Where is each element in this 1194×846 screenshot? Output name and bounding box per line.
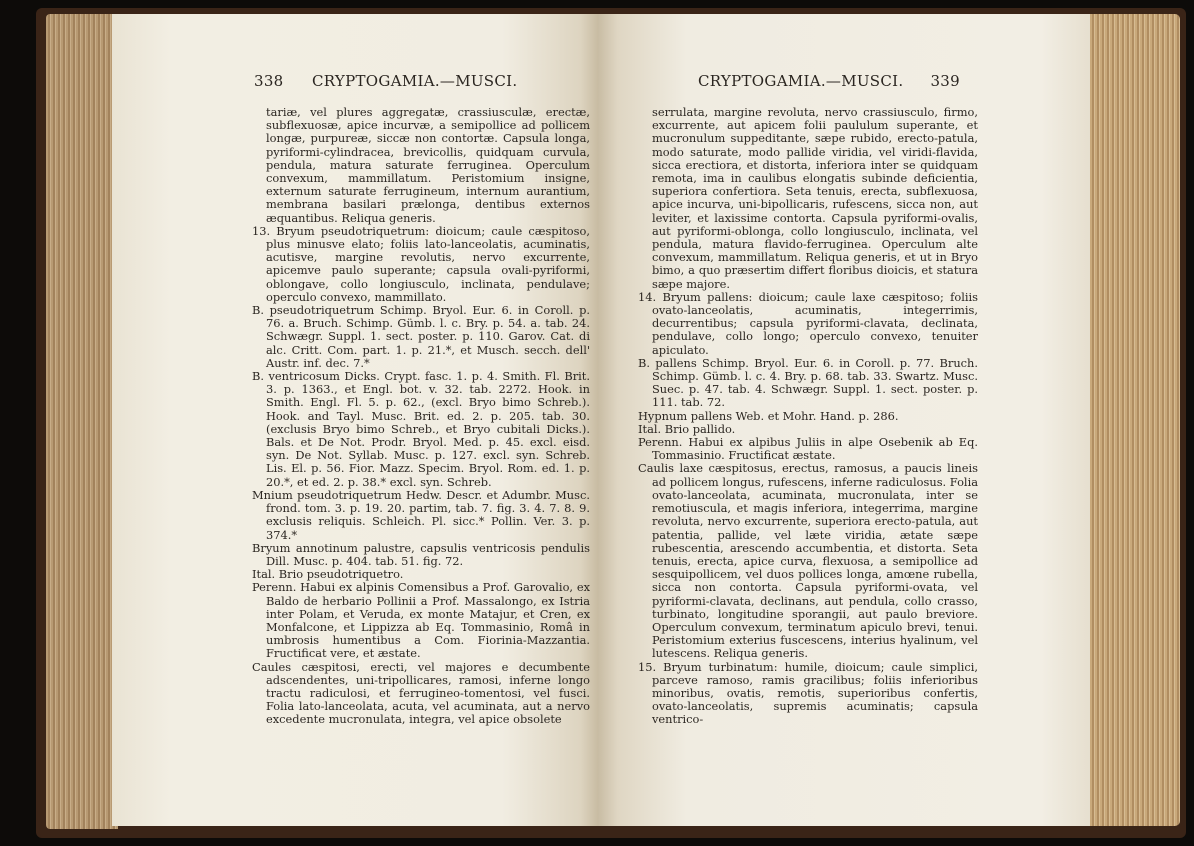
- paragraph: B. pseudotriquetrum Schimp. Bryol. Eur. 6. in Coroll. p. 76. a. Bruch. Schimp. Gümb. l. c. Bry. p. 54. a. tab. 24. Schwægr. Suppl. 1. sect. poster. p. 110. Garov. Cat. di alc. Critt. Com. part. 1. p. 21.*, et Musch. secch. dell' Austr. inf. dec. 7.*: [252, 303, 590, 370]
- paragraph: Perenn. Habui ex alpibus Juliis in alpe Osebenik ab Eq. Tommasinio. Fructificat æstate.: [638, 435, 978, 463]
- paragraph: 13. Bryum pseudotriquetrum: dioicum; caule cæspitoso, plus minusve elato; foliis lato-lanceolatis, acuminatis, acutisve, margine revolutis, nervo excurrente, apicemve paulo superante; capsula ovali-pyriformi, oblongave, collo longiusculo, inclinata, pendulave; operculo convexo, mammillato.: [252, 223, 590, 304]
- left-page-number: 338: [254, 72, 284, 90]
- left-running-title: CRYPTOGAMIA.—MUSCI.: [312, 72, 518, 90]
- paragraph: B. ventricosum Dicks. Crypt. fasc. 1. p. 4. Smith. Fl. Brit. 3. p. 1363., et Engl. bot. v. 32. tab. 2272. Hook. in Smith. Engl. Fl. 5. p. 62., (excl. Bryo bimo Schreb.). Hook. and Tayl. Musc. Brit. ed. 2. p. 205. tab. 30. (exclusis Bryo bimo Schreb., et Bryo cubitali Dicks.). Bals. et De Not. Prodr. Bryol. Med. p. 45. excl. eisd. syn. De Not. Syllab. Musc. p. 127. excl. syn. Schreb. Lis. El. p. 56. Fior. Mazz. Specim. Bryol. Rom. ed. 1. p. 20.*, et ed. 2. p. 38.* excl. syn. Schreb.: [252, 369, 590, 489]
- left-page: [112, 14, 600, 826]
- paragraph: Caules cæspitosi, erecti, vel majores e decumbente adscendentes, uni-tripollicares, ramosi, inferne longo tractu radiculosi, et ferrugineo-tomentosi, vel fusci. Folia lato-lanceolata, acuta, vel acuminata, aut a nervo excedente mucronulata, integra, vel apice obsolete: [252, 659, 590, 727]
- right-running-title: CRYPTOGAMIA.—MUSCI.: [698, 72, 904, 90]
- paragraph: serrulata, margine revoluta, nervo crassiusculo, firmo, excurrente, aut apicem folii paululum superante, et mucronulum suppeditante, sæpe rubido, erecto-patula, modo saturate, modo pallide viridia, vel viridi-flavida, sicca erectiora, et distorta, inferiora inter se quidquam remota, ima in caulibus elongatis subinde deficientia, superiora confertiora. Seta tenuis, erecta, subflexuosa, apice incurva, uni-bipollicaris, rufescens, sicca non, aut leviter, et laxissime contorta. Capsula pyriformi-ovalis, aut pyriformi-oblonga, collo longiusculo, inclinata, vel pendula, matura flavido-ferruginea. Operculum alte convexum, mammillatum. Reliqua generis, et ut in Bryo bimo, a quo præsertim differt floribus dioicis, et statura sæpe majore.: [652, 105, 978, 291]
- left-running-head: [254, 72, 570, 98]
- paragraph: tariæ, vel plures aggregatæ, crassiusculæ, erectæ, subflexuosæ, apice incurvæ, a semipollice ad pollicem longæ, purpureæ, siccæ non contortæ. Capsula longa, pyriformi-cylindracea, brevicollis, quidquam curvula, pendula, matura saturate ferruginea. Operculum convexum, mammillatum. Peristomium insigne, externum saturate ferrugineum, internum aurantium, membrana basilari prælonga, dentibus externos æquantibus. Reliqua generis.: [266, 105, 590, 225]
- paragraph: Ital. Brio pallido.: [638, 421, 736, 436]
- paragraph: Hypnum pallens Web. et Mohr. Hand. p. 286.: [638, 408, 899, 423]
- paragraph: Bryum annotinum palustre, capsulis ventricosis pendulis Dill. Musc. p. 404. tab. 51. fig. 72.: [252, 540, 590, 568]
- paragraph: B. pallens Schimp. Bryol. Eur. 6. in Coroll. p. 77. Bruch. Schimp. Gümb. l. c. 4. Bry. p. 68. tab. 33. Swartz. Musc. Suec. p. 47. tab. 4. Schwægr. Suppl. 1. sect. poster. p. 111. tab. 72.: [638, 355, 978, 410]
- left-page-edges: [46, 14, 118, 829]
- right-page-text: [638, 106, 978, 727]
- paragraph: 14. Bryum pallens: dioicum; caule laxe cæspitoso; foliis ovato-lanceolatis, acuminatis, integerrimis, decurrentibus; capsula pyriformi-clavata, declinata, pendulave, collo longo; operculo convexo, tenuiter apiculato.: [638, 289, 978, 357]
- right-page-edges: [1090, 14, 1180, 826]
- right-page: [598, 14, 1090, 826]
- paragraph: 15. Bryum turbinatum: humile, dioicum; caule simplici, parceve ramoso, ramis gracilibus; foliis inferioribus minoribus, ovatis, remotis, superioribus confertis, ovato-lanceolatis, supremis acuminatis; capsula ventrico-: [638, 659, 978, 727]
- left-page-text: [252, 106, 590, 727]
- paragraph: Perenn. Habui ex alpinis Comensibus a Prof. Garovalio, ex Baldo de herbario Pollinii a Prof. Massalongo, ex Istria inter Polam, et Veruda, ex monte Matajur, et Cren, ex Monfalcone, et Lippizza ab Eq. Tommasinio, Româ in umbrosis humentibus a Com. Fiorinia-Mazzantia. Fructificat vere, et æstate.: [252, 580, 590, 661]
- right-page-number: 339: [930, 72, 960, 90]
- paragraph: Ital. Brio pseudotriquetro.: [252, 567, 404, 582]
- paragraph: Mnium pseudotriquetrum Hedw. Descr. et Adumbr. Musc. frond. tom. 3. p. 19. 20. partim, tab. 7. fig. 3. 4. 7. 8. 9. exclusis reliquis. Schleich. Pl. sicc.* Pollin. Ver. 3. p. 374.*: [252, 487, 590, 542]
- paragraph: Caulis laxe cæspitosus, erectus, ramosus, a paucis lineis ad pollicem longus, rufescens, inferne radiculosus. Folia ovato-lanceolata, acuminata, mucronulata, inter se remotiuscula, et magis inferiora, integerrima, margine revoluta, nervo excurrente, superiora erecto-patula, aut patentia, pallide, vel læte viridia, ætate sæpe rubescentia, arescendo accumbentia, et distorta. Seta tenuis, erecta, apice curva, flexuosa, a semipollice ad sesquipollicem, vel duos pollices longa, amœne rubella, sicca non contorta. Capsula pyriformi-ovata, vel pyriformi-clavata, declinans, aut pendula, collo crasso, turbinato, longitudine sporangii, aut paulo breviore. Operculum convexum, terminatum apiculo brevi, tenui. Peristomium exterius fuscescens, interius hyalinum, vel lutescens. Reliqua generis.: [638, 461, 978, 661]
- right-running-head: [698, 72, 960, 98]
